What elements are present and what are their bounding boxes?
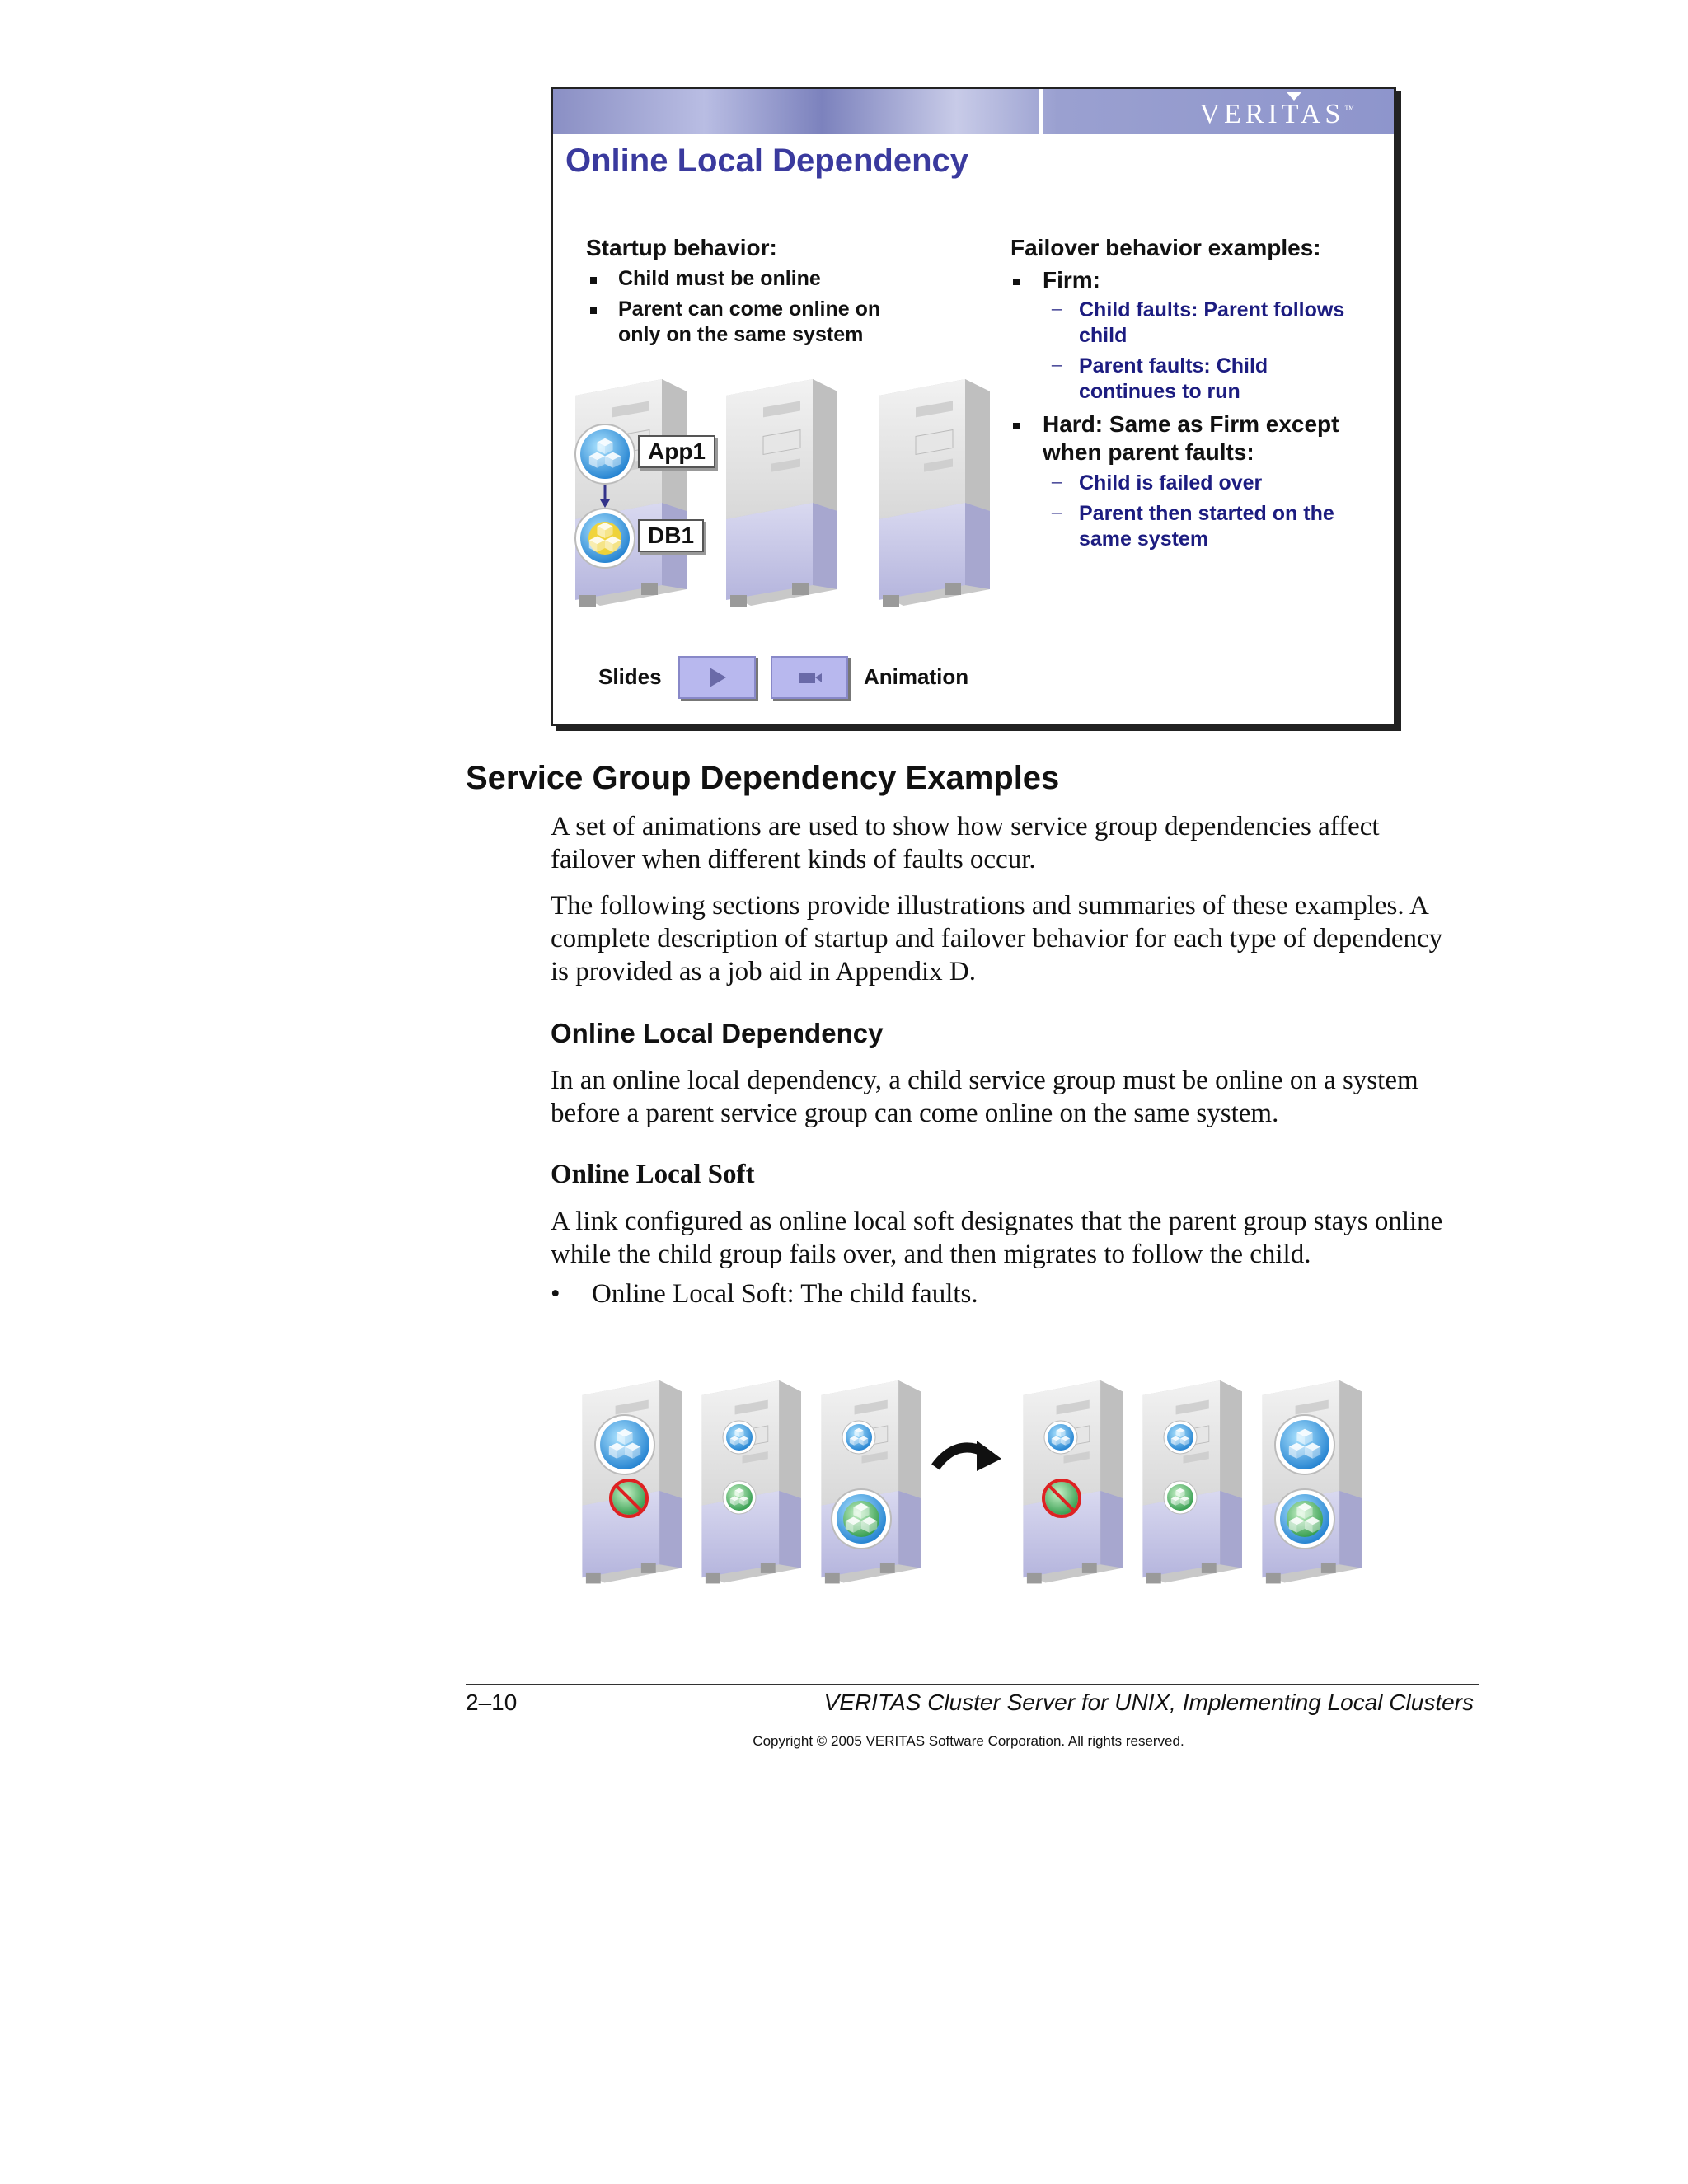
firm-label: Firm: [1043, 267, 1100, 293]
banner-divider [1039, 89, 1043, 134]
play-slides-button[interactable] [678, 656, 756, 699]
sub-bullet-dash: – [1052, 354, 1062, 376]
hard-label: Hard: Same as Firm except [1043, 411, 1339, 437]
subsection-heading: Online Local Dependency [551, 1018, 884, 1048]
startup-heading: Startup behavior: [586, 235, 777, 260]
child-standby-icon [721, 1479, 757, 1516]
parent-standby-icon [721, 1419, 757, 1455]
paragraph-line: A link configured as online local soft designates that the parent group stays online [551, 1207, 1443, 1236]
paragraph-3 [551, 1064, 1418, 1130]
paragraph-line: is provided as a job aid in Appendix D. [551, 957, 977, 987]
server-icon [714, 379, 837, 610]
server-icon [563, 379, 687, 610]
db-service-group-icon [574, 507, 636, 569]
parent-standby-icon [1162, 1419, 1198, 1455]
failover-illustration [569, 1376, 1376, 1591]
app-service-group-icon [574, 423, 636, 485]
paragraph-4 [551, 1205, 1442, 1271]
paragraph-line: The following sections provide illustrations and summaries of these examples. A [551, 891, 1429, 921]
transition-arrow-icon [931, 1434, 1006, 1483]
paragraph-line: complete description of startup and failover behavior for each type of dependency [551, 924, 1443, 954]
child-online-icon [830, 1488, 893, 1550]
sub-bullet-dash: – [1052, 298, 1062, 320]
section-heading: Service Group Dependency Examples [466, 760, 1060, 796]
footer-rule [466, 1684, 1479, 1685]
bullet-square [590, 307, 597, 314]
hard-item-continued: same system [1079, 527, 1209, 551]
parent-online-icon [1273, 1413, 1336, 1476]
hard-item: Child is failed over [1079, 471, 1263, 494]
startup-item: Child must be online [618, 267, 821, 290]
animation-label: Animation [864, 664, 969, 689]
play-icon [680, 658, 754, 697]
book-title: VERITAS Cluster Server for UNIX, Implementing Local Clusters [823, 1690, 1474, 1715]
dependency-arrow-icon [598, 485, 612, 509]
brand-logo: VERITAS™ [1199, 99, 1354, 129]
paragraph-line: failover when different kinds of faults occur. [551, 845, 1036, 874]
server-icon [808, 1380, 923, 1586]
video-camera-icon [772, 658, 846, 697]
sub-bullet-dash: – [1052, 471, 1062, 493]
play-animation-button[interactable] [771, 656, 848, 699]
app1-label: App1 [638, 435, 715, 468]
bullet-text: Online Local Soft: The child faults. [592, 1279, 978, 1309]
paragraph-line: A set of animations are used to show how service group dependencies affect [551, 812, 1380, 841]
paragraph-1 [551, 810, 1380, 876]
page-number: 2–10 [466, 1690, 518, 1715]
startup-item-continued: only on the same system [618, 323, 864, 346]
faulted-child-icon [606, 1475, 652, 1521]
failover-heading: Failover behavior examples: [1010, 235, 1321, 260]
parent-standby-icon [841, 1419, 877, 1455]
child-online-icon [1273, 1488, 1336, 1550]
subsubsection-heading: Online Local Soft [551, 1160, 755, 1189]
parent-standby-icon [1043, 1419, 1079, 1455]
slides-label: Slides [598, 664, 662, 689]
bullet-mark: • [551, 1279, 560, 1309]
sub-bullet-dash: – [1052, 501, 1062, 523]
child-standby-icon [1162, 1479, 1198, 1516]
bullet-item [551, 1277, 978, 1310]
firm-item: Parent faults: Child [1079, 354, 1268, 377]
paragraph-line: In an online local dependency, a child service group must be online on a system [551, 1066, 1418, 1095]
slide-title: Online Local Dependency [565, 143, 969, 179]
db1-label: DB1 [638, 519, 704, 552]
copyright-notice: Copyright © 2005 VERITAS Software Corporation. All rights reserved. [753, 1733, 1184, 1749]
bullet-square [1013, 279, 1020, 285]
firm-item-continued: continues to run [1079, 380, 1240, 403]
bullet-square [590, 277, 597, 284]
faulted-child-icon [1039, 1475, 1085, 1521]
paragraph-line: before a parent service group can come online on the same system. [551, 1099, 1279, 1128]
hard-label-continued: when parent faults: [1043, 439, 1254, 465]
server-icon [1249, 1380, 1364, 1586]
paragraph-line: while the child group fails over, and then migrates to follow the child. [551, 1240, 1311, 1269]
hard-item: Parent then started on the [1079, 502, 1334, 525]
firm-item: Child faults: Parent follows [1079, 298, 1345, 321]
bullet-square [1013, 423, 1020, 429]
slide-frame [551, 87, 1396, 726]
parent-group-icon [593, 1413, 656, 1476]
paragraph-2 [551, 889, 1442, 988]
server-icon [866, 379, 990, 610]
startup-item: Parent can come online on [618, 298, 881, 321]
firm-item-continued: child [1079, 324, 1128, 347]
